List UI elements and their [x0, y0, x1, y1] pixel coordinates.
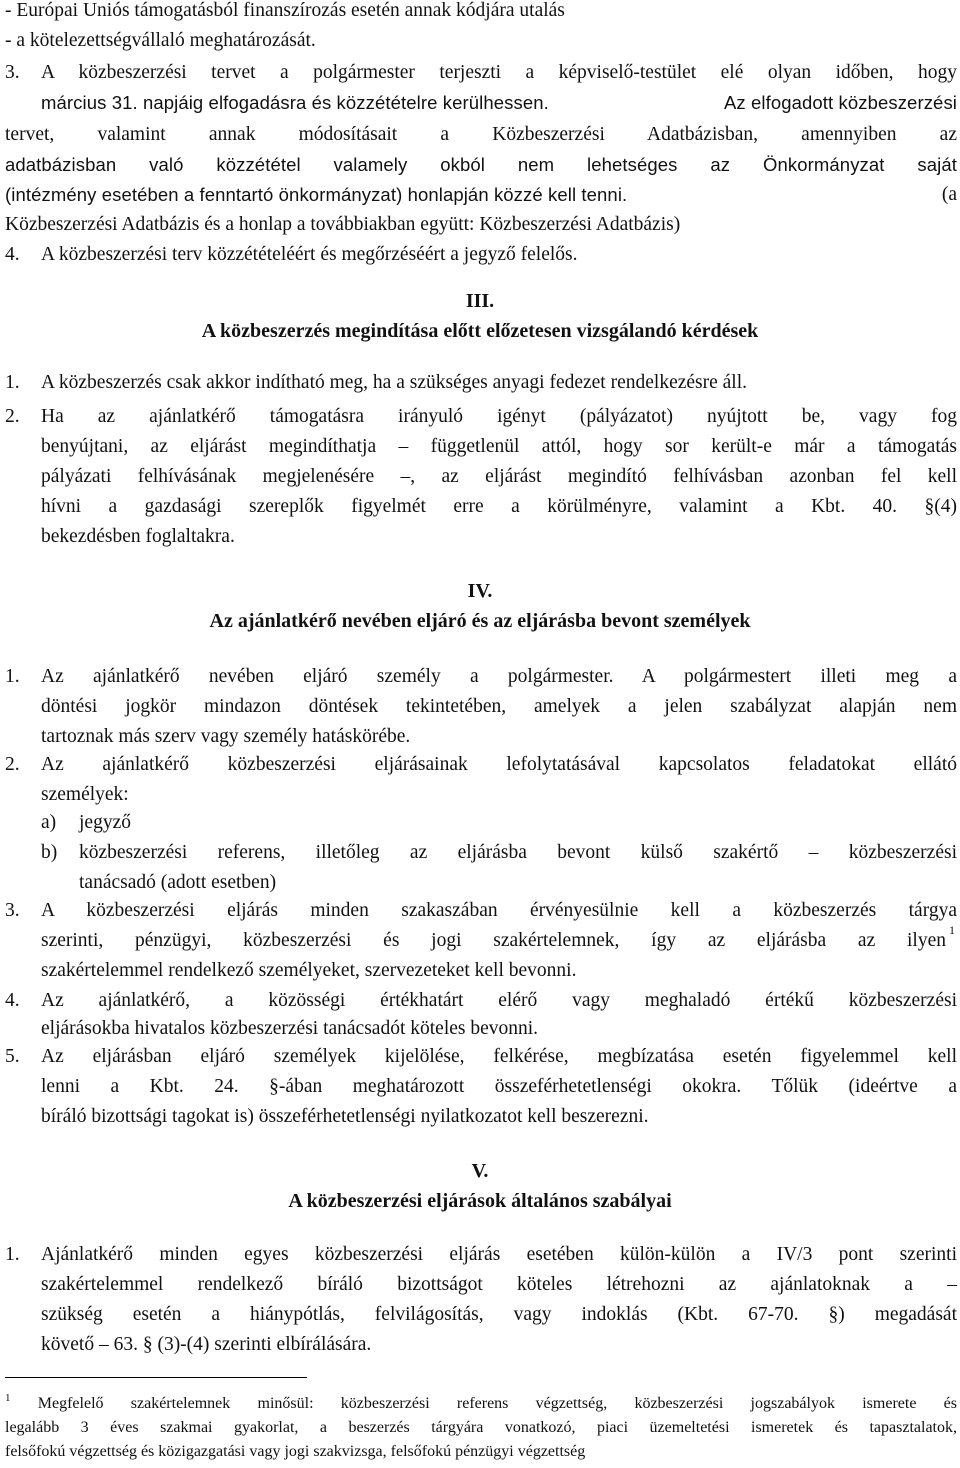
paragraph-line	[41, 926, 946, 956]
paragraph-number: 4.	[5, 990, 20, 1011]
list-item-b-label: b)	[41, 842, 58, 863]
section-title: A közbeszerzési eljárások általános szabályai	[288, 1190, 672, 1212]
list-item: - Európai Uniós támogatásból finanszírozás esetén annak kódjára utalás	[5, 0, 565, 21]
section-numeral: IV.	[467, 580, 493, 602]
list-text: jegyző	[79, 812, 131, 833]
list-item: - a kötelezettségvállaló meghatározását.	[5, 30, 316, 51]
section-title: Az ajánlatkérő nevében eljáró és az eljárásba bevont személyek	[209, 610, 751, 632]
paragraph-line: A közbeszerzési terv közzétételéért és megőrzéséért a jegyző felelős.	[41, 244, 578, 265]
paragraph-line	[5, 180, 957, 210]
paragraph-line: személyek:	[41, 784, 129, 805]
list-item-a	[41, 808, 957, 838]
document-page: - Európai Uniós támogatásból finanszírozás esetén annak kódjára utalás - a kötelezettségvállaló meghatározását. 3. A közbeszerzési tervet a polgármester terjeszti a képviselő-testület elé olyan időben, hogy március 31. napjáig elfogadásra és közzétételre kerülhessen. Az elfogadott közbeszerzési tervet, valamint annak módosításait a Közbeszerzési Adatbázisban, amennyiben az adatbázisban való közzététel valamely okból nem lehetséges az Önkormányzat saját (intézmény esetében a fenntartó önkormányzat) honlapján közzé kell tenni. (a Közbeszerzési Adatbázis és a honlap a továbbiakban együtt: Közbeszerzési Adatbázis) 4. A közbeszerzési terv közzétételéért és megőrzéséért a jegyző felelős. III. A közbeszerzés megindítása előtt előzetesen vizsgálandó kérdések 1. A közbeszerzés csak akkor indítható meg, ha a szükséges anyagi fedezet rendelkezésre áll. 2. Ha az ajánlatkérő támogatásra irányuló igényt (pályázatot) nyújtott be, vagy fog benyújtani, az eljárást megindíthatja – függetlenül attól, hogy sor került-e már a támogatás pályázati felhívásának megjelenésére –, az eljárást megindító felhívásban azonban fel kell hívni a gazdasági szereplők figyelmét erre a körülményre, valamint a Kbt. 40. §(4) bekezdésben foglaltakra. IV. Az ajánlatkérő nevében eljáró és az eljárásba bevont személyek 1. Az ajánlatkérő nevében eljáró személy a polgármester. A polgármestert illeti meg a döntési jogkör mindazon döntések tekintetében, amelyek a jelen szabályzat alapján nem tartoznak más szerv vagy személy hatáskörébe. 2. Az ajánlatkérő közbeszerzési eljárásainak lefolytatásával kapcsolatos feladatokat ellátó személyek: a) jegyző b) közbeszerzési referens, illetőleg az eljárásba bevont külső szakértő – közbeszerzési tanácsadó (adott esetben) 3. A közbeszerzési eljárás minden szakaszában érvényesülnie kell a közbeszerzés tárgya szerinti, pénzügyi, közbeszerzési és jogi szakértelemnek, így az eljárásba az ilyen 1 szakértelemmel rendelkező személyeket, szervezeteket kell bevonni. 4. Az ajánlatkérő, a közösségi értékhatárt elérő vagy meghaladó értékű közbeszerzési eljárásokba hivatalos közbeszerzési tanácsadót köteles bevonni. 5. Az eljárásban eljáró személyek kijelölése, felkérése, megbízatása esetén figyelemmel kell lenni a Kbt. 24. §-ában meghatározott összeférhetetlenségi okokra. Tőlük (ideértve a bíráló bizottsági tagokat is) összeférhetetlenségi nyilatkozatot kell beszerezni. V. A közbeszerzési eljárások általános szabályai 1. Ajánlatkérő minden egyes közbeszerzési eljárás esetében külön-külön a IV/3 pont szerinti szakértelemmel rendelkező bíráló bizottságot köteles létrehozni az ajánlatoknak a – szükség esetén a hiánypótlás, felvilágosítás, vagy indoklás (Kbt. 67-70. §) megadását követő – 63. § (3)-(4) szerinti elbírálására. $^1$ Megfelelő szakértelemnek minősül: közbeszerzési referens végzettség, közbeszerzési jogszabályok ismerete és legalább 3 éves szakmai gyakorlat, a beszerzés tárgyára vonatkozó, piaci üzemeltetési ismeretek és tapasztalatok, felsőfokú végzettség és közigazgatási vagy jogi szakvizsga, felsőfokú pénzügyi végzettség	[0, 0, 960, 1468]
paragraph-line	[41, 88, 957, 118]
paragraph-number: 5.	[5, 1046, 20, 1067]
paragraph-line: bíráló bizottsági tagokat is) összeférhetetlenségi nyilatkozatot kell beszerezni.	[41, 1106, 649, 1127]
paragraph-line: benyújtani, az eljárást megindíthatja – függetlenül attól, hogy sor került-e már a támogatás	[41, 436, 957, 457]
section-numeral: V.	[471, 1160, 489, 1182]
paragraph-line: közbeszerzési referens, illetőleg az eljárásba bevont külső szakértő – közbeszerzési	[79, 842, 957, 863]
paragraph-line: szakértelemmel rendelkező személyeket, szervezeteket kell bevonni.	[41, 960, 577, 981]
paragraph-number: 1.	[5, 666, 20, 687]
footnote-line	[5, 1392, 957, 1416]
paragraph-line: követő – 63. § (3)-(4) szerinti elbírálására.	[41, 1334, 372, 1355]
paragraph-line: tartoznak más szerv vagy személy hatáskörébe.	[41, 726, 411, 747]
paragraph-line: A közbeszerzés csak akkor indítható meg, ha a szükséges anyagi fedezet rendelkezésre áll.	[41, 372, 748, 393]
paragraph-line: döntési jogkör mindazon döntések tekintetében, amelyek a jelen szabályzat alapján nem	[41, 696, 957, 717]
paragraph-line: tanácsadó (adott esetben)	[79, 872, 277, 893]
paragraph-span: szerinti, pénzügyi, közbeszerzési és jogi szakértelemnek, így az eljárásba az ilyen	[41, 930, 946, 951]
paragraph-number: 4.	[5, 244, 20, 265]
paragraph-number: 3.	[5, 900, 20, 921]
section-title: A közbeszerzés megindítása előtt előzetesen vizsgálandó kérdések	[201, 320, 759, 342]
paragraph-line: Közbeszerzési Adatbázis és a honlap a továbbiakban együtt: Közbeszerzési Adatbázis)	[5, 214, 681, 235]
paragraph-line: hívni a gazdasági szereplők figyelmét erre a körülményre, valamint a Kbt. 40. §(4)	[41, 496, 957, 517]
paragraph-span: március 31. napjáig elfogadásra és közzétételre kerülhessen.	[41, 92, 549, 113]
paragraph-number: 1.	[5, 372, 20, 393]
paragraph-line: Az ajánlatkérő közbeszerzési eljárásainak lefolytatásával kapcsolatos feladatokat ellátó	[41, 754, 957, 775]
paragraph-line: bekezdésben foglaltakra.	[41, 526, 235, 547]
paragraph-line: Ajánlatkérő minden egyes közbeszerzési eljárás esetében külön-külön a IV/3 pont szerinti	[41, 1244, 957, 1265]
paragraph-line: Ha az ajánlatkérő támogatásra irányuló igényt (pályázatot) nyújtott be, vagy fog	[41, 406, 957, 427]
paragraph-span: (a	[941, 184, 957, 205]
section-numeral: III.	[465, 290, 495, 312]
list-label: a)	[41, 812, 57, 833]
paragraph-line: Az ajánlatkérő, a közösségi értékhatárt elérő vagy meghaladó értékű közbeszerzési	[41, 990, 957, 1011]
paragraph-line: A közbeszerzési tervet a polgármester terjeszti a képviselő-testület elé olyan időben, hogy	[41, 62, 957, 83]
paragraph-number: 2.	[5, 406, 20, 427]
footnote-text: Megfelelő szakértelemnek minősül: közbeszerzési referens végzettség, közbeszerzési jogszabályok ismerete és	[37, 1395, 957, 1412]
paragraph-span: (intézmény esetében a fenntartó önkormányzat) honlapján közzé kell tenni.	[5, 184, 628, 205]
paragraph-line: szakértelemmel rendelkező bíráló bizottságot köteles létrehozni az ajánlatoknak a –	[41, 1274, 957, 1295]
paragraph-line: lenni a Kbt. 24. §-ában meghatározott összeférhetetlenségi okokra. Tőlük (ideértve a	[41, 1076, 957, 1097]
paragraph-line: Az ajánlatkérő nevében eljáró személy a polgármester. A polgármestert illeti meg a	[41, 666, 957, 687]
paragraph-line: Az eljárásban eljáró személyek kijelölése, felkérése, megbízatása esetén figyelemmel kell	[41, 1046, 957, 1067]
paragraph-line: A közbeszerzési eljárás minden szakaszában érvényesülnie kell a közbeszerzés tárgya	[41, 900, 957, 921]
paragraph-line: tervet, valamint annak módosításait a Közbeszerzési Adatbázisban, amennyiben az	[5, 124, 957, 145]
footnote-marker: 1	[5, 1392, 11, 1404]
paragraph-number: 2.	[5, 754, 20, 775]
paragraph-line: adatbázisban való közzététel valamely okból nem lehetséges az Önkormányzat saját	[5, 154, 957, 175]
paragraph-line: szükség esetén a hiánypótlás, felvilágosítás, vagy indoklás (Kbt. 67-70. §) megadását	[41, 1304, 957, 1325]
paragraph-number: 3.	[5, 62, 20, 83]
footnote-separator	[5, 1377, 307, 1378]
paragraph-line: eljárásokba hivatalos közbeszerzési tanácsadót köteles bevonni.	[41, 1018, 539, 1039]
paragraph-line: pályázati felhívásának megjelenésére –, az eljárást megindító felhívásban azonban fel kell	[41, 466, 957, 487]
footnote-line: felsőfokú végzettség és közigazgatási vagy jogi szakvizsga, felsőfokú pénzügyi végzettség	[5, 1443, 586, 1460]
footnote-line: legalább 3 éves szakmai gyakorlat, a beszerzés tárgyára vonatkozó, piaci üzemeltetési ismeretek és tapasztalatok,	[5, 1419, 957, 1436]
paragraph-span: Az elfogadott közbeszerzési	[723, 92, 957, 113]
paragraph-number: 1.	[5, 1244, 20, 1265]
